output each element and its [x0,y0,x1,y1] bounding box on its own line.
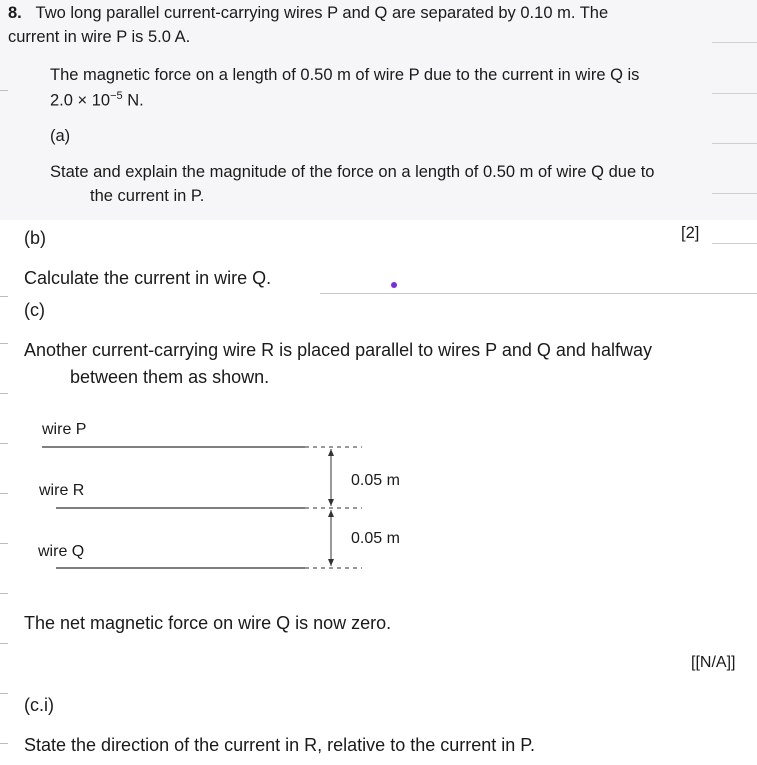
question-intro-line2: current in wire P is 5.0 A. [8,28,191,46]
marks-na: [[N/A]] [691,654,736,671]
part-a-text-line2: the current in P. [90,187,205,205]
wire-p-label: wire P [42,421,87,438]
part-c-text-line1: Another current-carrying wire R is placed parallel to wires P and Q and halfway [24,340,652,360]
net-force-statement: The net magnetic force on wire Q is now zero. [24,613,392,633]
info-value-exponent: −5 [110,90,123,102]
part-b-text: Calculate the current in wire Q. [24,268,272,288]
part-a-marks: [2] [681,224,700,242]
arrowhead [328,559,334,566]
part-ci-text: State the direction of the current in R, relative to the current in P. [24,735,535,755]
part-a-label: (a) [50,127,71,145]
wire-r-label: wire R [39,482,85,499]
gap-upper-label: 0.05 m [351,472,400,489]
wire-q-label: wire Q [38,543,85,560]
gap-lower-label: 0.05 m [351,530,400,547]
part-a-text-line1: State and explain the magnitude of the force on a length of 0.50 m of wire Q due to [50,163,655,181]
info-value-unit: N. [122,91,144,110]
part-b-label: (b) [24,228,46,248]
question-intro-text: Two long parallel current-carrying wires P and Q are separated by 0.10 m. The [35,4,609,22]
arrowhead [328,510,334,517]
arrowhead [328,449,334,456]
info-value-base: 2.0 × 10 [50,91,111,110]
question-number: 8. [8,4,22,22]
part-c-label: (c) [24,300,45,320]
part-ci-label: (c.i) [24,695,54,715]
arrowhead [328,499,334,506]
part-c-text-line2: between them as shown. [70,367,270,387]
info-line1: The magnetic force on a length of 0.50 m of wire P due to the current in wire Q is [50,66,640,84]
